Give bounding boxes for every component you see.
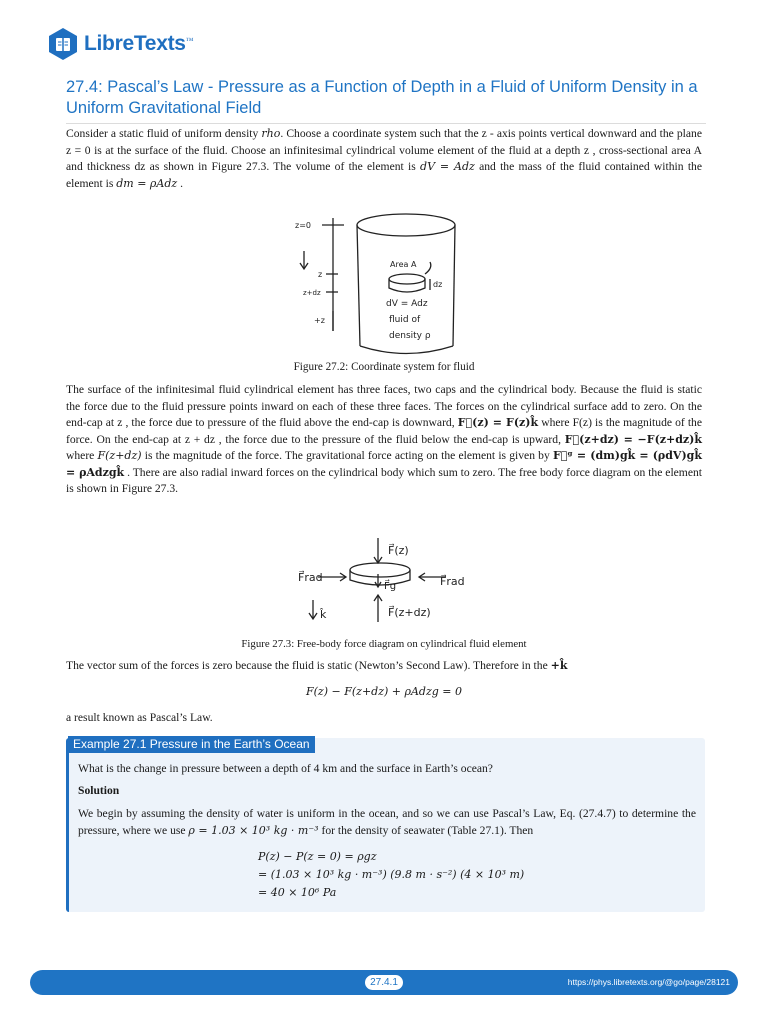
example-eq-line3: = 40 × 10⁶ Pa xyxy=(258,886,337,899)
label-area: Area A xyxy=(390,260,417,269)
math-mass: dm = ρAdz xyxy=(116,176,178,190)
pascal-law-sentence: a result known as Pascal’s Law. xyxy=(66,711,213,724)
label-frad-left: F⃗rad xyxy=(298,571,323,584)
logo-trademark: ™ xyxy=(185,35,194,45)
math-force-z: F⃗(z) = F(z)k̂ xyxy=(457,416,539,429)
math-seawater-density: ρ = 1.03 × 10³ kg · m⁻³ xyxy=(188,823,319,837)
figure2-caption: Figure 27.3: Free-body force diagram on cylindrical fluid element xyxy=(241,638,527,650)
math-gravity-force: F⃗ᵍ = (dm)gk̂ = (ρdV)gk̂ = ρAdzgk̂ xyxy=(66,449,702,479)
logo-text: LibreTexts xyxy=(84,32,186,55)
libretexts-logo-icon xyxy=(46,27,80,61)
footer-url-link[interactable]: https://phys.libretexts.org/@go/page/28121 xyxy=(567,977,730,987)
coordinate-system-figure xyxy=(0,206,768,356)
label-k: k̂ xyxy=(320,608,327,621)
label-fzdz: F⃗(z+dz) xyxy=(388,606,431,619)
label-fg: F⃗g xyxy=(384,581,397,592)
figure1-caption: Figure 27.2: Coordinate system for fluid xyxy=(293,361,475,373)
label-plusz: +z xyxy=(314,316,325,325)
label-dz: dz xyxy=(433,280,443,289)
math-plus-k: +k̂ xyxy=(550,659,568,672)
static-paragraph: The vector sum of the forces is zero because the fluid is static (Newton’s Second Law). Therefore in the +k̂ xyxy=(66,659,568,672)
solution-label: Solution xyxy=(78,784,120,797)
pascal-equation: F(z) − F(z+dz) + ρAdzg = 0 xyxy=(306,685,462,698)
label-z0: z=0 xyxy=(295,221,311,230)
free-body-diagram-figure xyxy=(0,534,768,624)
page-number: 27.4.1 xyxy=(365,975,403,990)
math-rho: rho xyxy=(261,127,281,140)
libretexts-logo[interactable] xyxy=(46,26,194,62)
example-eq-line1: P(z) − P(z = 0) = ρgz xyxy=(258,850,377,863)
math-volume: dV = Adz xyxy=(420,160,475,173)
label-density: density ρ xyxy=(389,331,431,341)
intro-paragraph: Consider a static fluid of uniform density rho. Choose a coordinate system such that the z - axis points vertical downward and the plane z = 0 is at the surface of the fluid. Choose an infinitesimal cylindrical volume element of the fluid at a depth z , cross-sectional area A and thickness dz as shown in Figure 27.3. The volume of the element is dV = Adz and the mass of the fluid contained within the element is dm = ρAdz . xyxy=(66,127,702,190)
example-question: What is the change in pressure between a depth of 4 km and the surface in Earth’s ocean? xyxy=(78,762,493,775)
example-equations xyxy=(258,848,524,902)
label-frad-right: F⃗rad xyxy=(440,575,465,588)
label-zdz: z+dz xyxy=(303,289,321,297)
example-title: Example 27.1 Pressure in the Earth’s Ocean xyxy=(68,736,315,753)
label-fz: F⃗(z) xyxy=(388,544,409,557)
label-fluid: fluid of xyxy=(389,315,421,325)
math-magnitude: F(z+dz) xyxy=(97,449,142,462)
math-force-zdz: F⃗(z+dz) = −F(z+dz)k̂ xyxy=(564,432,702,446)
solution-text: We begin by assuming the density of water is uniform in the ocean, and so we can use Pascal’s Law, Eq. (27.4.7) to determine the pressure, where we use ρ = 1.03 × 10³ kg · m⁻³ for the density of seawater (Table 27.1). Then xyxy=(78,807,696,837)
forces-paragraph: The surface of the infinitesimal fluid cylindrical element has three faces, two caps and the cylindrical body. Because the fluid is static the force due to the fluid pressure points inward on each of these three faces. The forces on the cylindrical surface add to zero. On the end-cap at z , the force due to pressure of the fluid above the end-cap is downward, F⃗(z) = F(z)k̂ where F(z) is the magnitude of the force. On the end-cap at z + dz , the force due to the pressure of the fluid below the end-cap is upward, F⃗(z+dz) = −F(z+dz)k̂ where F(z+dz) is the magnitude of the force. The gravitational force acting on the element is given by F⃗ᵍ = (dm)gk̂ = (ρdV)gk̂ = ρAdzgk̂ . There are also radial inward forces on the cylindrical body which sum to zero. The free body force diagram on the element is shown in Figure 27.3. xyxy=(66,383,703,495)
label-z: z xyxy=(318,270,323,279)
page-title: 27.4: Pascal’s Law - Pressure as a Function of Depth in a Fluid of Uniform Density in a Uniform Gravitational Field xyxy=(66,77,706,124)
label-dv: dV = Adz xyxy=(386,299,428,309)
example-eq-line2: = (1.03 × 10³ kg · m⁻³) (9.8 m · s⁻²) (4 × 10³ m) xyxy=(258,868,525,881)
